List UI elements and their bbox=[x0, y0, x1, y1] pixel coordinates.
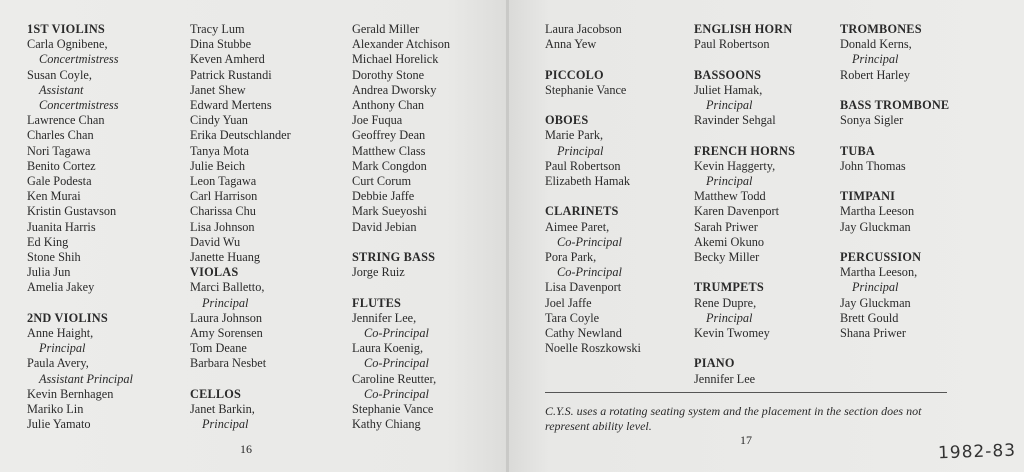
member-name: Janet Shew bbox=[190, 82, 246, 97]
page-number-left: 16 bbox=[240, 442, 252, 456]
member-name: Juliet Hamak, bbox=[694, 82, 763, 97]
section-spacer bbox=[190, 372, 291, 387]
member-name: Laura Koenig, bbox=[352, 341, 424, 356]
member-name: Mark Congdon bbox=[352, 158, 427, 173]
member-name: Carla Ognibene, bbox=[27, 37, 108, 52]
member-name: Rene Dupre, bbox=[694, 295, 757, 310]
member-role: Assistant Principal bbox=[39, 371, 133, 386]
member-name: Nori Tagawa bbox=[27, 143, 91, 158]
member-name: Benito Cortez bbox=[27, 158, 96, 173]
member-name: Julie Yamato bbox=[27, 417, 91, 432]
member-name: Geoffrey Dean bbox=[352, 128, 426, 143]
member-name: Tracy Lum bbox=[190, 22, 245, 36]
member-name: Robert Harley bbox=[840, 67, 910, 82]
member-name: Martha Leeson bbox=[840, 204, 915, 219]
member-name: Jennifer Lee, bbox=[352, 310, 417, 325]
member-name: Jennifer Lee bbox=[694, 371, 756, 386]
section-heading: BASS TROMBONE bbox=[840, 98, 950, 112]
member-name: Debbie Jaffe bbox=[352, 189, 415, 204]
section-spacer bbox=[694, 341, 795, 356]
member-name: Julia Jun bbox=[27, 265, 71, 280]
member-name: Brett Gould bbox=[840, 310, 899, 325]
section-heading: TIMPANI bbox=[840, 189, 896, 204]
member-name: Mariko Lin bbox=[27, 402, 84, 417]
member-role: Principal bbox=[706, 310, 753, 325]
member-role: Principal bbox=[202, 295, 249, 310]
member-name: Kathy Chiang bbox=[352, 417, 421, 432]
member-name: Lisa Davenport bbox=[545, 280, 622, 295]
member-name: Ken Murai bbox=[27, 189, 81, 204]
section-heading: VIOLAS bbox=[190, 265, 239, 280]
roster-column bbox=[545, 22, 641, 356]
section-spacer bbox=[352, 235, 450, 250]
section-heading: PIANO bbox=[694, 356, 735, 371]
member-name: Keven Amherd bbox=[190, 52, 265, 67]
member-name: Patrick Rustandi bbox=[190, 67, 272, 82]
member-name: Kevin Haggerty, bbox=[694, 158, 776, 173]
member-role: Co-Principal bbox=[557, 234, 622, 249]
member-name: Donald Kerns, bbox=[840, 37, 912, 52]
member-name: Ed King bbox=[27, 234, 69, 249]
member-role: Principal bbox=[557, 143, 604, 158]
member-name: John Thomas bbox=[840, 158, 906, 173]
section-spacer bbox=[545, 189, 641, 204]
section-heading: FRENCH HORNS bbox=[694, 143, 796, 158]
member-role: Co-Principal bbox=[557, 265, 622, 280]
member-role: Concertmistress bbox=[39, 52, 119, 67]
member-name: Cindy Yuan bbox=[190, 113, 248, 128]
member-name: Karen Davenport bbox=[694, 204, 780, 219]
section-heading: TRUMPETS bbox=[694, 280, 764, 295]
section-spacer bbox=[694, 128, 795, 143]
member-name: Stone Shih bbox=[27, 250, 81, 265]
member-name: Curt Corum bbox=[352, 174, 412, 189]
page-number-right: 17 bbox=[740, 433, 752, 447]
section-spacer bbox=[545, 52, 641, 67]
member-name: Lawrence Chan bbox=[27, 113, 105, 128]
member-role: Assistant bbox=[39, 82, 84, 97]
member-name: Sonya Sigler bbox=[840, 113, 904, 128]
roster-column bbox=[27, 22, 133, 432]
member-name: Michael Horelick bbox=[352, 52, 439, 67]
member-name: Dina Stubbe bbox=[190, 37, 252, 52]
member-name: Kristin Gustavson bbox=[27, 204, 117, 219]
section-heading: CLARINETS bbox=[545, 204, 619, 219]
member-name: Jorge Ruiz bbox=[352, 265, 405, 280]
member-name: Anthony Chan bbox=[352, 98, 425, 113]
member-name: David Jebian bbox=[352, 219, 417, 234]
member-name: Gerald Miller bbox=[352, 22, 420, 36]
member-name: Cathy Newland bbox=[545, 326, 622, 341]
member-name: Charissa Chu bbox=[190, 204, 256, 219]
section-heading: PERCUSSION bbox=[840, 249, 922, 264]
section-spacer bbox=[27, 296, 133, 311]
section-heading: PICCOLO bbox=[545, 67, 604, 82]
member-name: Juanita Harris bbox=[27, 219, 96, 234]
section-spacer bbox=[545, 98, 641, 113]
member-name: Jay Gluckman bbox=[840, 295, 911, 310]
member-role: Principal bbox=[706, 98, 753, 112]
member-name: Akemi Okuno bbox=[694, 234, 765, 249]
member-name: Aimee Paret, bbox=[545, 219, 610, 234]
member-name: Janet Barkin, bbox=[190, 402, 255, 417]
roster-column bbox=[352, 22, 450, 432]
section-heading: TUBA bbox=[840, 143, 875, 158]
section-heading: ENGLISH HORN bbox=[694, 22, 793, 36]
member-role: Principal bbox=[202, 417, 249, 432]
member-name: Jay Gluckman bbox=[840, 219, 911, 234]
roster-column bbox=[190, 22, 291, 432]
member-name: Becky Miller bbox=[694, 250, 760, 265]
member-name: Leon Tagawa bbox=[190, 174, 257, 189]
section-heading: 2ND VIOLINS bbox=[27, 310, 108, 325]
member-name: Stephanie Vance bbox=[352, 402, 434, 417]
handwritten-year: 1982-83 bbox=[937, 440, 1017, 464]
member-name: Laura Johnson bbox=[190, 310, 263, 325]
section-spacer bbox=[840, 83, 949, 98]
member-name: Kevin Bernhagen bbox=[27, 386, 114, 401]
member-name: Gale Podesta bbox=[27, 174, 92, 189]
member-name: Amy Sorensen bbox=[190, 326, 263, 341]
section-heading: 1ST VIOLINS bbox=[27, 22, 105, 36]
member-name: Laura Jacobson bbox=[545, 22, 622, 36]
member-name: Anne Haight, bbox=[27, 326, 94, 341]
member-name: Barbara Nesbet bbox=[190, 356, 267, 371]
section-spacer bbox=[840, 128, 949, 143]
member-name: Martha Leeson, bbox=[840, 265, 918, 280]
member-name: Joel Jaffe bbox=[545, 295, 592, 310]
roster-column bbox=[840, 22, 949, 341]
member-name: Alexander Atchison bbox=[352, 37, 451, 52]
member-name: Anna Yew bbox=[545, 37, 597, 52]
member-name: Edward Mertens bbox=[190, 98, 272, 113]
section-spacer bbox=[694, 52, 795, 67]
member-name: Tanya Mota bbox=[190, 143, 249, 158]
member-name: Kevin Twomey bbox=[694, 326, 770, 341]
member-name: Joe Fuqua bbox=[352, 113, 403, 128]
member-name: Marci Balletto, bbox=[190, 280, 265, 295]
member-name: Marie Park, bbox=[545, 128, 604, 143]
member-role: Co-Principal bbox=[364, 356, 429, 371]
member-name: Elizabeth Hamak bbox=[545, 174, 631, 188]
member-role: Principal bbox=[706, 174, 753, 188]
roster-column bbox=[694, 22, 795, 387]
member-role: Co-Principal bbox=[364, 326, 429, 341]
section-heading: STRING BASS bbox=[352, 250, 436, 265]
member-name: Ravinder Sehgal bbox=[694, 113, 776, 128]
section-spacer bbox=[840, 235, 949, 250]
member-name: David Wu bbox=[190, 234, 241, 249]
member-name: Pora Park, bbox=[545, 250, 597, 264]
member-role: Principal bbox=[852, 280, 899, 295]
member-name: Lisa Johnson bbox=[190, 219, 255, 234]
member-name: Mark Sueyoshi bbox=[352, 204, 427, 219]
footnote-rule bbox=[545, 392, 947, 393]
member-name: Andrea Dworsky bbox=[352, 82, 437, 97]
member-name: Janette Huang bbox=[190, 250, 260, 265]
member-name: Dorothy Stone bbox=[352, 67, 425, 82]
member-name: Matthew Class bbox=[352, 143, 426, 158]
section-spacer bbox=[694, 265, 795, 280]
section-spacer bbox=[840, 174, 949, 189]
member-name: Susan Coyle, bbox=[27, 67, 92, 82]
member-name: Paul Robertson bbox=[545, 158, 621, 173]
member-name: Julie Beich bbox=[190, 158, 245, 173]
member-name: Stephanie Vance bbox=[545, 82, 627, 97]
member-role: Principal bbox=[39, 341, 86, 356]
section-heading: CELLOS bbox=[190, 386, 242, 401]
member-name: Caroline Reutter, bbox=[352, 371, 437, 386]
member-role: Co-Principal bbox=[364, 386, 429, 401]
member-role: Concertmistress bbox=[39, 98, 119, 113]
page-gutter bbox=[506, 0, 509, 472]
section-heading: TROMBONES bbox=[840, 22, 922, 36]
member-name: Erika Deutschlander bbox=[190, 128, 291, 143]
seating-footnote: C.Y.S. uses a rotating seating system and the placement in the section does not represent ability level. bbox=[545, 404, 922, 433]
member-name: Paul Robertson bbox=[694, 37, 770, 52]
section-spacer bbox=[352, 280, 450, 295]
member-role: Principal bbox=[852, 52, 899, 67]
section-heading: BASSOONS bbox=[694, 67, 762, 82]
member-name: Charles Chan bbox=[27, 128, 94, 143]
member-name: Tara Coyle bbox=[545, 310, 600, 325]
section-heading: OBOES bbox=[545, 113, 589, 128]
member-name: Amelia Jakey bbox=[27, 280, 95, 295]
member-name: Sarah Priwer bbox=[694, 219, 758, 234]
section-heading: FLUTES bbox=[352, 295, 402, 310]
member-name: Paula Avery, bbox=[27, 356, 89, 371]
member-name: Shana Priwer bbox=[840, 326, 906, 340]
member-name: Noelle Roszkowski bbox=[545, 341, 641, 356]
member-name: Tom Deane bbox=[190, 341, 247, 356]
member-name: Matthew Todd bbox=[694, 189, 766, 204]
member-name: Carl Harrison bbox=[190, 189, 258, 204]
